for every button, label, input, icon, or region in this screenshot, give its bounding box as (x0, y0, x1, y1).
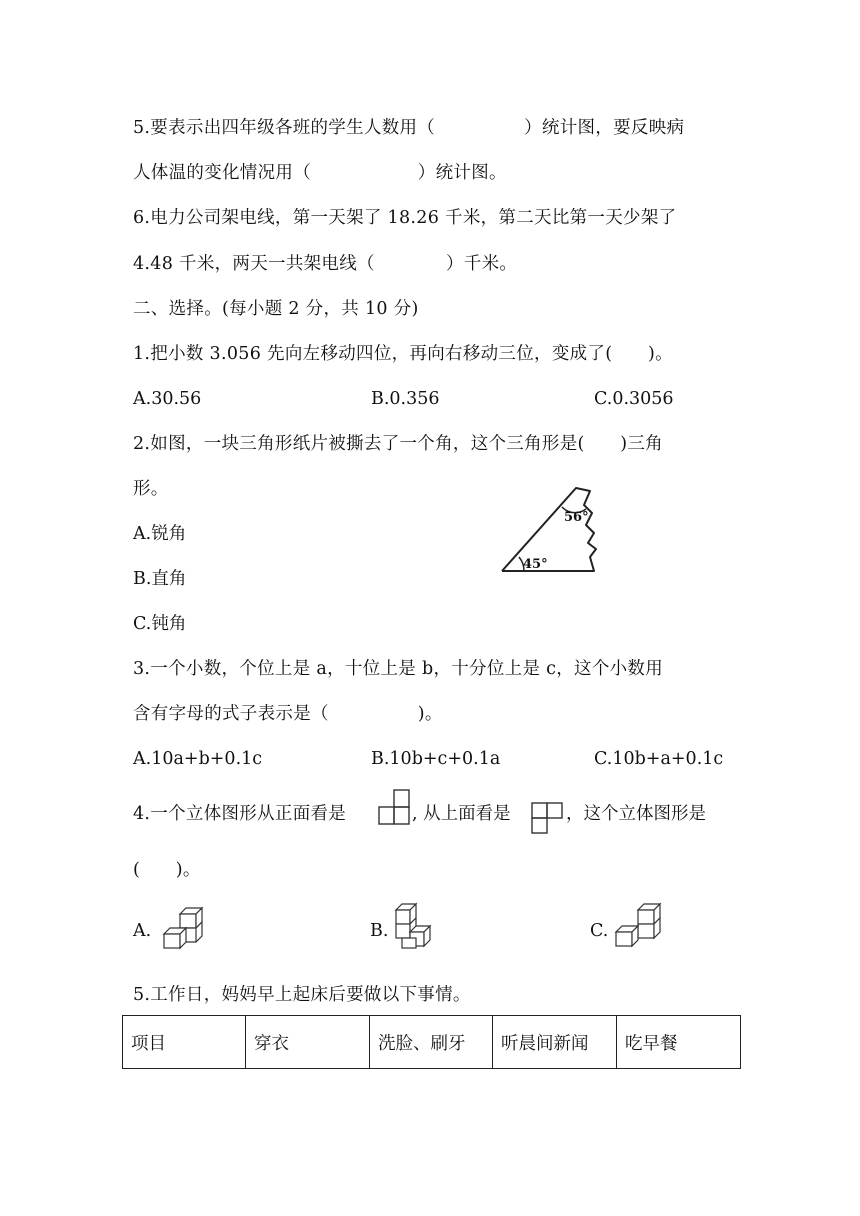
c3-option-b: B.10b+c+0.1a (371, 749, 501, 769)
table-cell-news: 听晨间新闻 (493, 1016, 617, 1069)
c2-question-line1: 2.如图，一块三角形纸片被撕去了一个角，这个三角形是( )三角 (133, 434, 663, 454)
angle-label-45: 45° (523, 557, 548, 572)
c4-option-a: A. (133, 921, 152, 941)
c3-question-line1: 3.一个小数，个位上是 a，十位上是 b，十分位上是 c，这个小数用 (133, 659, 664, 679)
c4-question-part1: 4.一个立体图形从正面看是 (133, 804, 347, 824)
c4-question-part2: , 从上面看是 (412, 804, 511, 824)
angle-label-56: 56° (564, 510, 589, 525)
c4-question-line2: ( )。 (133, 860, 201, 880)
c4-option-c: C. (590, 921, 609, 941)
table-cell-wash: 洗脸、刷牙 (370, 1016, 493, 1069)
c2-question-line2: 形。 (133, 479, 169, 499)
table-cell-item: 项目 (123, 1016, 246, 1069)
c2-option-a: A.锐角 (133, 524, 187, 544)
c3-option-c: C.10b+a+0.1c (594, 749, 724, 769)
cube-stack-c-icon (612, 902, 664, 950)
cube-stack-a-icon (160, 904, 210, 952)
cube-stack-b-icon (392, 902, 440, 952)
q6-line2: 4.48 千米，两天一共架电线（ ）千米。 (133, 254, 518, 274)
c4-question-part3: ，这个立体图形是 (566, 804, 706, 824)
q6-line1: 6.电力公司架电线，第一天架了 18.26 千米，第二天比第一天少架了 (133, 208, 677, 228)
c1-question: 1.把小数 3.056 先向左移动四位，再向右移动三位，变成了( )。 (133, 344, 673, 364)
table-row (123, 1016, 741, 1069)
table-cell-dress: 穿衣 (246, 1016, 370, 1069)
c5-question: 5.工作日，妈妈早上起床后要做以下事情。 (133, 985, 471, 1005)
top-view-icon (530, 801, 566, 837)
torn-triangle-figure (490, 485, 610, 580)
c1-option-c: C.0.3056 (594, 389, 674, 409)
c1-option-b: B.0.356 (371, 389, 440, 409)
section2-title: 二、选择。(每小题 2 分，共 10 分) (133, 299, 419, 319)
front-view-icon (378, 788, 412, 826)
c1-option-a: A.30.56 (133, 389, 202, 409)
table-cell-breakfast: 吃早餐 (617, 1016, 741, 1069)
q5-line1: 5.要表示出四年级各班的学生人数用（ ）统计图，要反映病 (133, 118, 685, 138)
q5-line2: 人体温的变化情况用（ ）统计图。 (133, 163, 507, 183)
c4-option-b: B. (370, 921, 389, 941)
tasks-table (122, 1015, 741, 1069)
c3-question-line2: 含有字母的式子表示是（ )。 (133, 704, 443, 724)
c2-option-c: C.钝角 (133, 614, 187, 634)
c2-option-b: B.直角 (133, 569, 187, 589)
c3-option-a: A.10a+b+0.1c (133, 749, 263, 769)
